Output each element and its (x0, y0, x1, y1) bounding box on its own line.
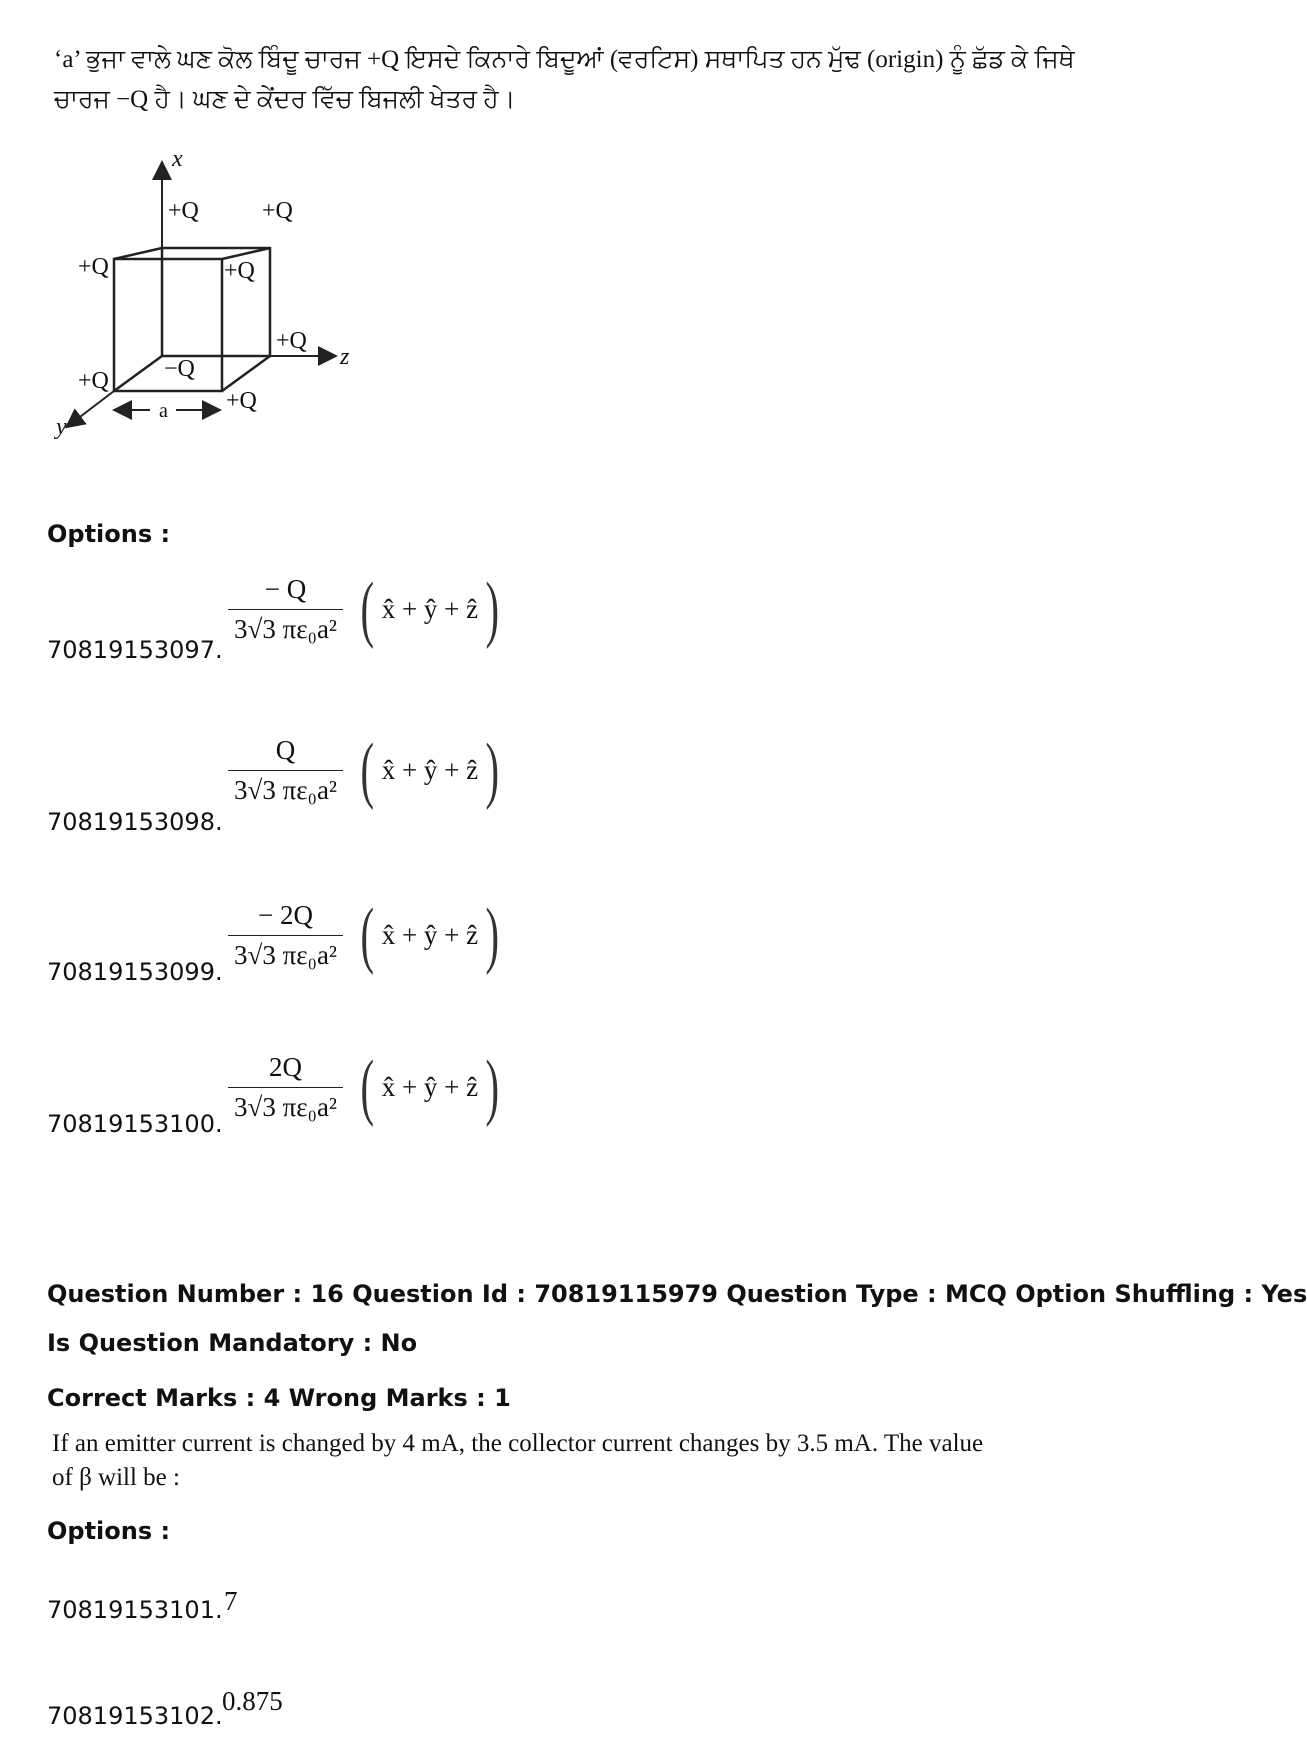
fraction-denominator: 3√3 πε₀a² (228, 935, 343, 971)
option-id[interactable]: 70819153098. (47, 808, 223, 836)
fraction-denominator: 3√3 πε₀a² (228, 609, 343, 645)
option-id[interactable]: 70819153101. (47, 1596, 223, 1624)
question-text-line2: of β will be : (52, 1464, 180, 1491)
option-value[interactable]: 7 (224, 1586, 238, 1616)
fraction-numerator: Q (275, 734, 296, 765)
unit-vector-sum: x̂ + ŷ + ẑ (381, 593, 479, 624)
option-value[interactable]: 0.875 (222, 1686, 283, 1716)
options-label: Options : (47, 1517, 171, 1545)
option-id[interactable]: 70819153097. (47, 636, 223, 664)
question-header: Question Number : 16 Question Id : 70819115979 Question Type : MCQ Option Shuffling : Yes (47, 1280, 1307, 1308)
fraction-numerator: − Q (264, 573, 307, 604)
unit-vector-sum: x̂ + ŷ + ẑ (381, 919, 479, 950)
fraction-numerator: − 2Q (258, 899, 313, 930)
question-text-line2: ਚਾਰਜ −Q ਹੈ। ਘਣ ਦੇ ਕੇਂਦਰ ਵਿੱਚ ਬਿਜਲੀ ਖੇਤਰ ਹੈ। (54, 86, 516, 113)
option-id[interactable]: 70819153099. (47, 958, 223, 986)
question-text-line1: If an emitter current is changed by 4 mA, the collector current changes by 3.5 mA. The value (52, 1430, 984, 1457)
charge-label-negative: −Q (164, 356, 195, 382)
unit-vector-sum: x̂ + ŷ + ẑ (381, 754, 479, 785)
axis-z-label: z (340, 344, 350, 370)
option-formula[interactable]: $\frac{- 2Q}{\text{3√3 πε₀a²}}$ ( x̂ + ŷ + ẑ ) (228, 898, 505, 972)
fraction-denominator: 3√3 πε₀a² (228, 1087, 343, 1123)
charge-label: +Q (78, 368, 109, 394)
charge-label: +Q (224, 258, 255, 284)
axis-x-label: x (172, 146, 183, 172)
charge-label: +Q (262, 198, 293, 224)
charge-label: +Q (168, 198, 199, 224)
question-mandatory: Is Question Mandatory : No (47, 1329, 418, 1357)
question-text-line1: ‘a’ ਭੁਜਾ ਵਾਲੇ ਘਣ ਕੋਲ ਬਿੰਦੂ ਚਾਰਜ +Q ਇਸਦੇ ਕਿਨਾਰੇ ਬਿਦੂਆਂ (ਵਰਟਿਸ) ਸਥਾਪਿਤ ਹਨ ਮੁੱਢ (origin) ਨੂੰ ਛੱਡ ਕੇ ਜਿਥੇ (54, 46, 1075, 73)
cube-diagram (40, 146, 420, 500)
option-id[interactable]: 70819153102. (47, 1702, 223, 1730)
option-id[interactable]: 70819153100. (47, 1110, 223, 1138)
option-formula[interactable]: $\frac{Q}{\text{3√3 πε₀a²}}$ ( x̂ + ŷ + ẑ ) (228, 733, 505, 807)
options-label: Options : (47, 520, 171, 548)
axis-y-label: y (56, 414, 67, 440)
question-marks: Correct Marks : 4 Wrong Marks : 1 (47, 1384, 511, 1412)
charge-label: +Q (226, 388, 257, 414)
unit-vector-sum: x̂ + ŷ + ẑ (381, 1071, 479, 1102)
side-length-label: a (159, 400, 168, 422)
charge-label: +Q (276, 328, 307, 354)
option-formula[interactable]: $\frac{- Q}{\text{3√3 πε₀a²}}$ ( x̂ + ŷ + ẑ ) (228, 572, 505, 646)
option-formula[interactable]: $\frac{2Q}{\text{3√3 πε₀a²}}$ ( x̂ + ŷ + ẑ ) (228, 1050, 505, 1124)
fraction-denominator: 3√3 πε₀a² (228, 770, 343, 806)
charge-label: +Q (78, 254, 109, 280)
fraction-numerator: 2Q (269, 1051, 303, 1082)
y-axis (68, 391, 114, 426)
